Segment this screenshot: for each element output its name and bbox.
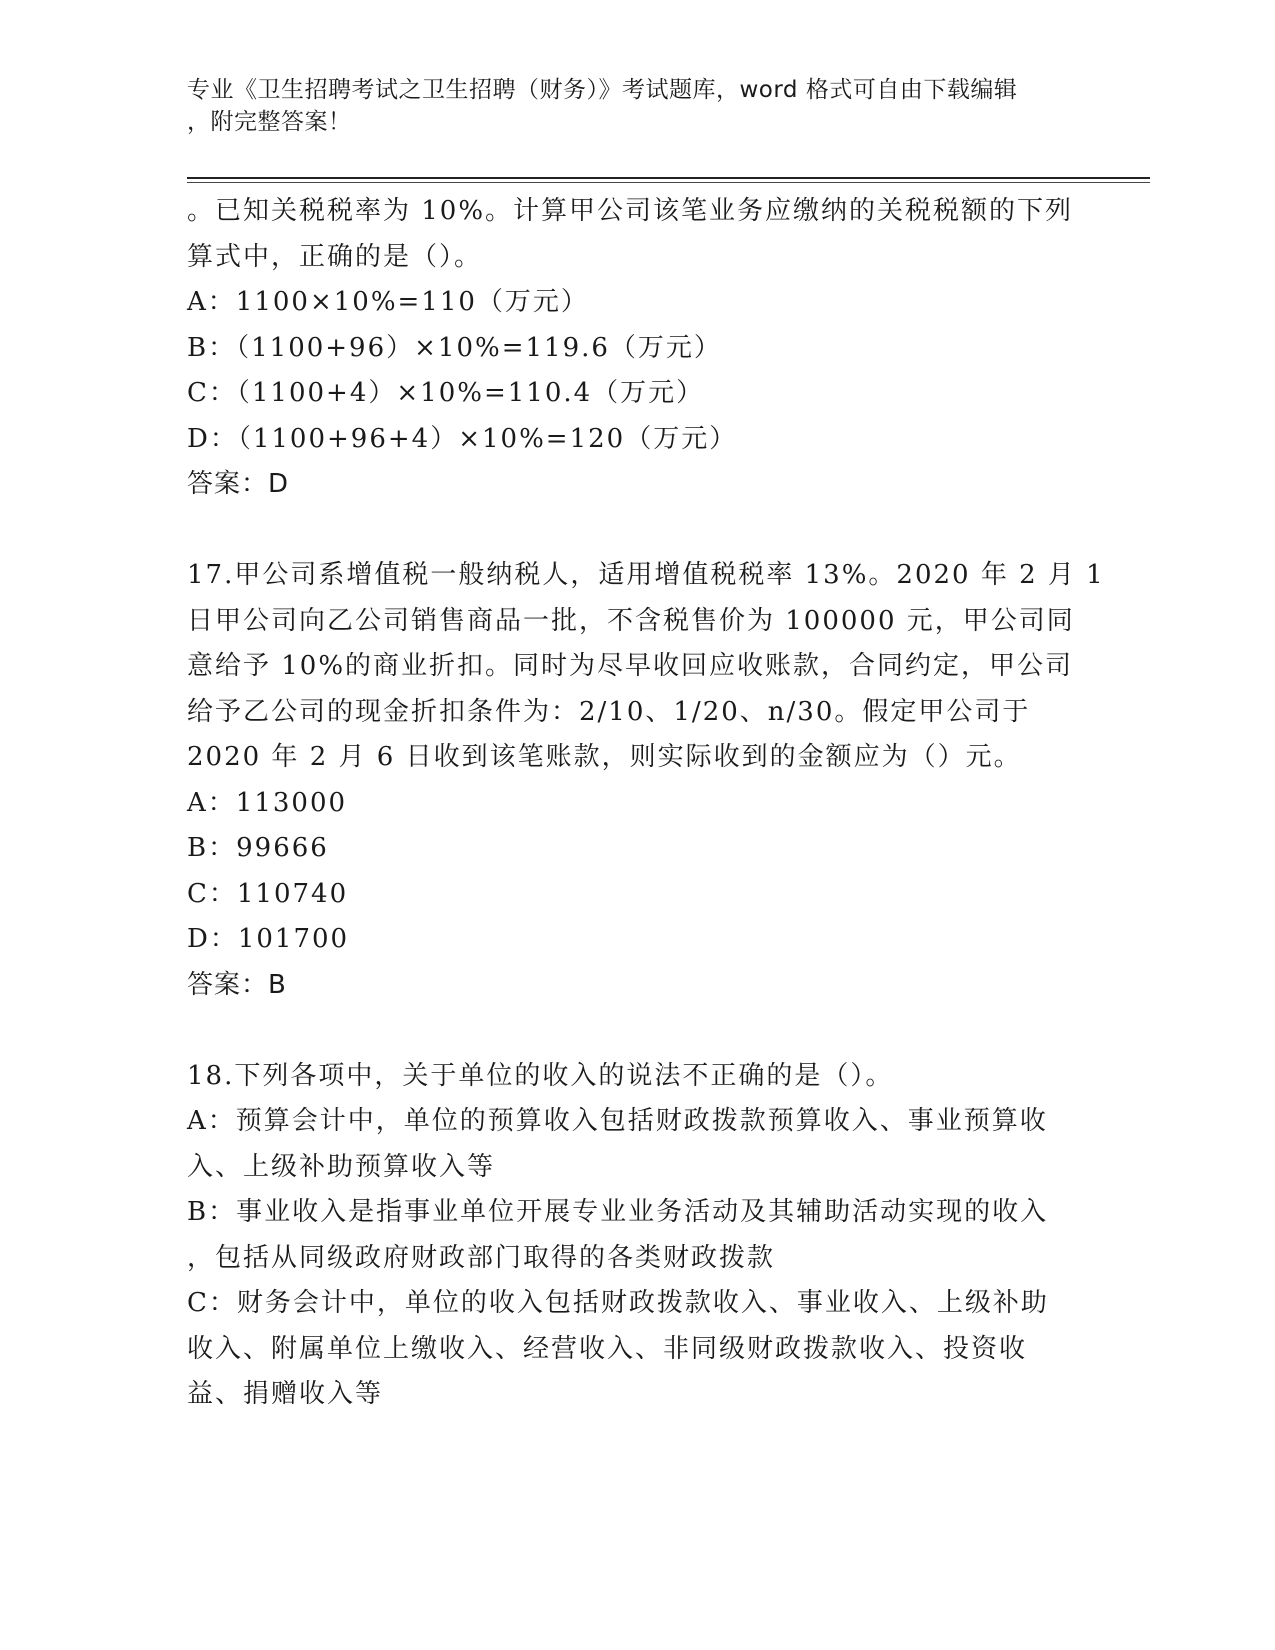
header-line-2: ，附完整答案！ — [187, 109, 352, 135]
answer-line: 答案：B — [187, 969, 287, 1000]
question-stem-line: 意给予 10%的商业折扣。同时为尽早收回应收账款，合同约定，甲公司 — [187, 651, 1074, 681]
option-c-continued: 收入、附属单位上缴收入、经营收入、非同级财政拨款收入、投资收 — [187, 1333, 1028, 1364]
question-16 — [187, 189, 1082, 508]
question-spacer — [187, 508, 1082, 554]
header-rule-thin — [187, 182, 1150, 183]
header-line-1: 专业《卫生招聘考试之卫生招聘（财务）》考试题库，word 格式可自由下载编辑 — [187, 77, 1018, 103]
header-rule-thick — [187, 177, 1150, 179]
option-a: A：113000 — [187, 787, 348, 818]
option-a: A：1100×10%=110（万元） — [187, 287, 589, 317]
option-b: B：99666 — [187, 833, 329, 863]
question-stem-line: 给予乙公司的现金折扣条件为：2/10、1/20、n/30。假定甲公司于 — [187, 696, 1031, 727]
option-c: C：110740 — [187, 878, 349, 909]
option-d: D：101700 — [187, 924, 350, 954]
question-stem-line: 18.下列各项中，关于单位的收入的说法不正确的是（）。 — [187, 1060, 894, 1091]
option-c: C：（1100+4）×10%=110.4（万元） — [187, 378, 705, 408]
option-d: D：（1100+96+4）×10%=120（万元） — [187, 423, 738, 454]
question-stem-line: 日甲公司向乙公司销售商品一批，不含税售价为 100000 元，甲公司同 — [187, 605, 1075, 636]
question-stem-line: 。已知关税税率为 10%。计算甲公司该笔业务应缴纳的关税税额的下列 — [187, 196, 1074, 226]
question-17 — [187, 553, 1105, 1008]
option-b-continued: ，包括从同级政府财政部门取得的各类财政拨款 — [187, 1242, 776, 1273]
option-b: B：事业收入是指事业单位开展专业业务活动及其辅助活动实现的收入 — [187, 1197, 1049, 1227]
question-stem-line: 17.甲公司系增值税一般纳税人，适用增值税税率 13%。2020 年 2 月 1 — [187, 560, 1105, 590]
option-b: B：（1100+96）×10%=119.6（万元） — [187, 332, 722, 363]
option-a: A：预算会计中，单位的预算收入包括财政拨款预算收入、事业预算收 — [187, 1106, 1048, 1136]
option-c: C：财务会计中，单位的收入包括财政拨款收入、事业收入、上级补助 — [187, 1288, 1049, 1318]
page-header — [187, 74, 1067, 138]
question-stem-line: 算式中，正确的是（）。 — [187, 241, 483, 272]
question-spacer — [187, 1008, 1082, 1054]
question-content — [187, 189, 1105, 1418]
answer-line: 答案：D — [187, 469, 290, 499]
option-c-continued: 益、捐赠收入等 — [187, 1379, 384, 1409]
question-18 — [187, 1054, 1082, 1418]
question-stem-line: 2020 年 2 月 6 日收到该笔账款，则实际收到的金额应为（）元。 — [187, 742, 1022, 772]
option-a-continued: 入、上级补助预算收入等 — [187, 1151, 496, 1182]
